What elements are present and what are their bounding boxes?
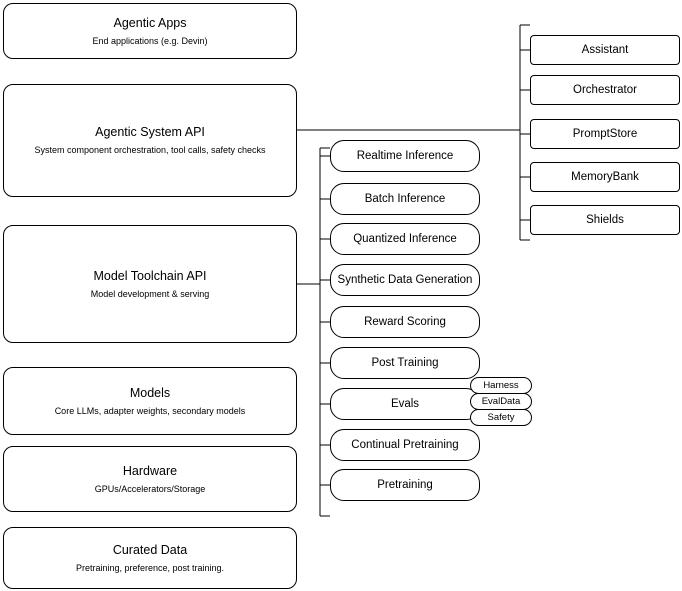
toolchain-box-synthetic-data-generation[interactable] bbox=[330, 264, 480, 296]
agentic-box-orchestrator[interactable] bbox=[530, 75, 680, 105]
toolchain-box-continual-pretraining[interactable] bbox=[330, 429, 480, 461]
toolchain-box-label: Post Training bbox=[371, 357, 439, 369]
toolchain-box-label: Realtime Inference bbox=[356, 150, 454, 162]
layer-box-curated-data[interactable] bbox=[3, 527, 297, 589]
toolchain-box-quantized-inference[interactable] bbox=[330, 223, 480, 255]
layer-title: Agentic Apps bbox=[113, 15, 187, 30]
agentic-box-label: MemoryBank bbox=[571, 171, 639, 183]
eval-pill-safety[interactable] bbox=[470, 409, 532, 426]
toolchain-box-label: Batch Inference bbox=[364, 193, 446, 205]
agentic-box-shields[interactable] bbox=[530, 205, 680, 235]
toolchain-box-realtime-inference[interactable] bbox=[330, 140, 480, 172]
toolchain-box-label: Reward Scoring bbox=[364, 316, 446, 328]
agentic-box-label: PromptStore bbox=[572, 128, 638, 140]
layer-box-agentic-system-api[interactable] bbox=[3, 84, 297, 197]
eval-pill-label: Harness bbox=[483, 380, 519, 391]
agentic-box-assistant[interactable] bbox=[530, 35, 680, 65]
agentic-box-memorybank[interactable] bbox=[530, 162, 680, 192]
toolchain-box-label: Pretraining bbox=[377, 479, 433, 491]
toolchain-box-evals[interactable] bbox=[330, 388, 480, 420]
layer-subtitle: End applications (e.g. Devin) bbox=[92, 35, 208, 46]
layer-box-models[interactable] bbox=[3, 367, 297, 435]
agentic-box-label: Assistant bbox=[581, 44, 629, 56]
eval-pill-harness[interactable] bbox=[470, 377, 532, 394]
agentic-box-label: Shields bbox=[586, 214, 624, 226]
layer-box-hardware[interactable] bbox=[3, 446, 297, 512]
layer-box-agentic-apps[interactable] bbox=[3, 3, 297, 59]
eval-pill-label: EvalData bbox=[481, 396, 521, 407]
layer-title: Model Toolchain API bbox=[93, 268, 207, 283]
toolchain-box-batch-inference[interactable] bbox=[330, 183, 480, 215]
layer-title: Curated Data bbox=[112, 542, 188, 557]
eval-pill-evaldata[interactable] bbox=[470, 393, 532, 410]
toolchain-box-label: Evals bbox=[390, 398, 420, 410]
toolchain-box-reward-scoring[interactable] bbox=[330, 306, 480, 338]
toolchain-box-label: Quantized Inference bbox=[353, 233, 457, 245]
toolchain-box-pretraining[interactable] bbox=[330, 469, 480, 501]
layer-subtitle: Core LLMs, adapter weights, secondary models bbox=[54, 405, 246, 416]
toolchain-box-label: Continual Pretraining bbox=[351, 439, 459, 451]
layer-subtitle: Model development & serving bbox=[90, 288, 210, 299]
layer-title: Agentic System API bbox=[95, 125, 205, 139]
toolchain-box-label: Synthetic Data Generation bbox=[337, 274, 473, 286]
layer-subtitle: System component orchestration, tool calls, safety checks bbox=[34, 145, 266, 155]
layer-subtitle: Pretraining, preference, post training. bbox=[75, 562, 225, 573]
eval-pill-label: Safety bbox=[487, 412, 515, 423]
agentic-box-label: Orchestrator bbox=[573, 84, 637, 96]
agentic-box-promptstore[interactable] bbox=[530, 119, 680, 149]
layer-title: Models bbox=[129, 385, 171, 400]
layer-box-model-toolchain-api[interactable] bbox=[3, 225, 297, 343]
layer-subtitle: GPUs/Accelerators/Storage bbox=[94, 483, 206, 494]
toolchain-box-post-training[interactable] bbox=[330, 347, 480, 379]
layer-title: Hardware bbox=[122, 463, 178, 478]
